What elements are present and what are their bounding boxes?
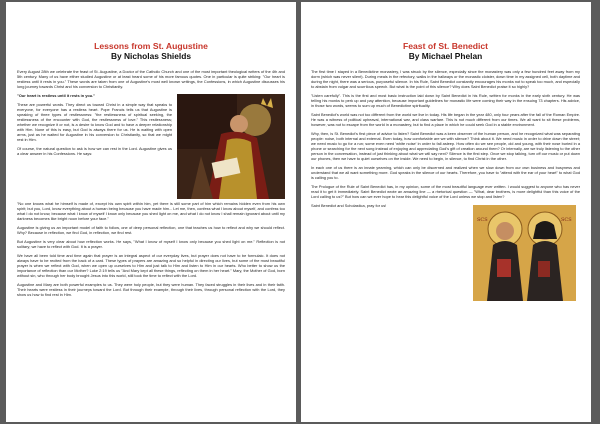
paragraph: Every August 28th we celebrate the feast of St. Augustine, a Doctor of the Catholic Church and one of the most important theological writers of the 4th and 5th century. Many of us have either studied Augustine or at least heard some of his more famous quotes. One in particular is quite striking: "Our heart is restless until it rests in you." These words are taken from one of Augustine's most well known writings, the Confessions, in which Augustine discusses his long journey towards Christ and his conversion to Christianity. bbox=[17, 69, 285, 90]
article-title: Lessons from St. Augustine bbox=[94, 41, 208, 51]
intro-with-figure bbox=[17, 93, 285, 201]
augustine-image bbox=[177, 94, 285, 199]
paragraph: In each one of us there is an innate yearning, which can only be discerned and realized when we slow down from our own business and busyness and understand that we all want something more. God speaks in the silence of our hearts. Therefore, you have to "attend with the ear of your heart" to what God is calling you to. bbox=[311, 164, 580, 181]
paragraph: Augustine is giving us an important model of faith to follow, one of deep personal reflection, one that teaches us how to reflect and why we should reflect. Why? Because in reflection, we find God, in reflection, we find rest. bbox=[17, 224, 285, 236]
paragraph: The Prologue of the Rule of Saint Benedict has, in my opinion, some of the most beautiful language ever written. I would suggest to anyone who has never read it to get it immediately. Saint Benedict wrote an amazing line — a rhetorical question — "What, dear brothers, is more delightful than this voice of the Lord calling to us?" But how can we ever hope to hear this delightful voice of the Lord unless we stop and listen? bbox=[311, 183, 580, 199]
article-body bbox=[17, 69, 285, 297]
paragraph: "No one knows what he himself is made of, except his own spirit within him, yet there is still some part of him which remains hidden even from his own spirit; but you, Lord, know everything about a human being because you have made him... Let me, then, confess what I know about myself, and confess too what I do not know, because what I know of myself I know only because you shed light on me, and what I do not know I shall remain ignorant about until my darkness becomes like bright noon before your face." bbox=[17, 200, 285, 222]
icon-label-left: SCS bbox=[477, 216, 488, 223]
saints-icon-image bbox=[473, 205, 576, 301]
paragraph: But Augustine is very clear about how reflection works. He says, "What I know of myself I know only because you shed light on me." Reflection is not solitary; we have to reflect with God. It is a prayer. bbox=[17, 238, 285, 249]
closing-line: Saint Benedict and Scholastica, pray for us! bbox=[311, 202, 387, 208]
article-byline: By Michael Phelan bbox=[408, 51, 483, 61]
quote-paragraph: "Our heart is restless until it rests in you." bbox=[17, 92, 96, 98]
paragraph: Augustine and Mary are both powerful examples to us. They were holy people, but they were human. They faced struggles in their lives and in their faith. Their hearts were restless in their journeys toward the Lord. But through their example, through their lives, through personal reflection with the Lord, they show us how to find rest in Him. bbox=[17, 281, 285, 297]
article-body bbox=[311, 69, 580, 301]
left-page bbox=[6, 2, 296, 422]
article-title: Feast of St. Benedict bbox=[403, 41, 488, 51]
paragraph: The first time I stayed in a Benedictine monastery, I was struck by the silence, especially since the monastery was only a few hundred feet away from my dorm (which was never silent). During meals in the refectory, walks in the hallways or the monastic cloister, down time in my assigned cell, both daytime and during the night, there was a serious, purposeful silence. In his Rule, Saint Benedict constantly encourages his monks not to speak too much, and especially to abstain from vulgar and scurrilous speech. But what is the point of this silence? Why does Saint Benedict praise it so highly? bbox=[311, 69, 580, 90]
paragraph: Of course, the natural question to ask is how we can rest in the Lord. Augustine gives us a clear answer in his Confessions. He says: bbox=[17, 146, 172, 157]
paragraph: "Listen carefully". This is the first and most basic instruction laid down by Saint Benedict in his Rule, written for monks in the early sixth century. He was telling his monks to perk up and pay attention, because important guidelines for monastic life were coming their way in the ensuing 73 chapters. His advice, in those two words, seems to sum up much of Benedictine spirituality. bbox=[311, 92, 580, 109]
paragraph: Saint Benedict's world was not too different from the world we live in today. His life began in the year 480, only four years after the fall of the Roman Empire. He was a witness of political upheaval, international war, and class warfare. This is not much different from our times. We all want to sit these problems, however, was not to escape from the world in a monastery, but to find a place in which he could seek God in a stable environment. bbox=[311, 111, 580, 128]
closing-with-icon bbox=[311, 203, 580, 301]
paragraph: These are powerful words. They direct us toward Christ in a simple way that speaks to everyone, for everyone has a restless heart. Pope Francis tells us that Augustine is speaking of three types of restlessness: "the restlessness of spiritual seeking, the restlessness of the encounter with God, the restlessness of love." This restlessness; whether we recognize it or not, is a desire to know God and to have a deeper relationship with Him. None of this is easy, but God is always there for us. He is waiting with open arms, just as he waited for Augustine in his conversion to Christianity, so that we might rest in Him. bbox=[17, 101, 172, 143]
article-byline: By Nicholas Shields bbox=[110, 51, 192, 61]
right-page bbox=[301, 2, 591, 422]
paragraph: We have all been told time and time again that prayer is an integral aspect of our everyday lives, but prayer does not have to be formulaic. It does not always have to be recited from the back of a card. These types of prayers are amazing and so helpful in directing our lives, but some of the most beautiful prayer is when we reflect with God, when we open up ourselves to Him and just talk to Him and listen to Him in our hearts. Who better to show us the importance of reflection than our Mother? Luke 2:19 tells us "And Mary kept all these things, reflecting on them in her heart." Mary, the Mother of God, born without sin, who through her body brought Jesus into this world, still took the time to reflect with the Lord. bbox=[17, 252, 285, 278]
st-augustine-painting bbox=[177, 94, 285, 199]
icon-label-right: SCS bbox=[561, 216, 572, 223]
benedict-scholastica-icon bbox=[473, 205, 576, 301]
paragraph: Why, then, is St. Benedict's first piece of advice to listen? Saint Benedict was a keen observer of the human person, and he recognized what was separating people: noise, both internal and external. Even today, how comfortable are we with silence? Think about it. We need music in order to drive down the street; we need music to go for a run; some even need 'white noise' in order to fall asleep. How often do we see people, old and young, with their nose buried in a phone or searching for the next song instead of enjoying and appreciating God's gift of creation around them? Or internally, are we truly listening to the other person in the conversation, instead of just thinking about what we will say next? Silence is the first step. Once we stop talking, turn off our music or put down our phones, then we have to quiet ourselves on the inside. We need to begin, in silence, to find Christ in the other. bbox=[311, 130, 580, 162]
